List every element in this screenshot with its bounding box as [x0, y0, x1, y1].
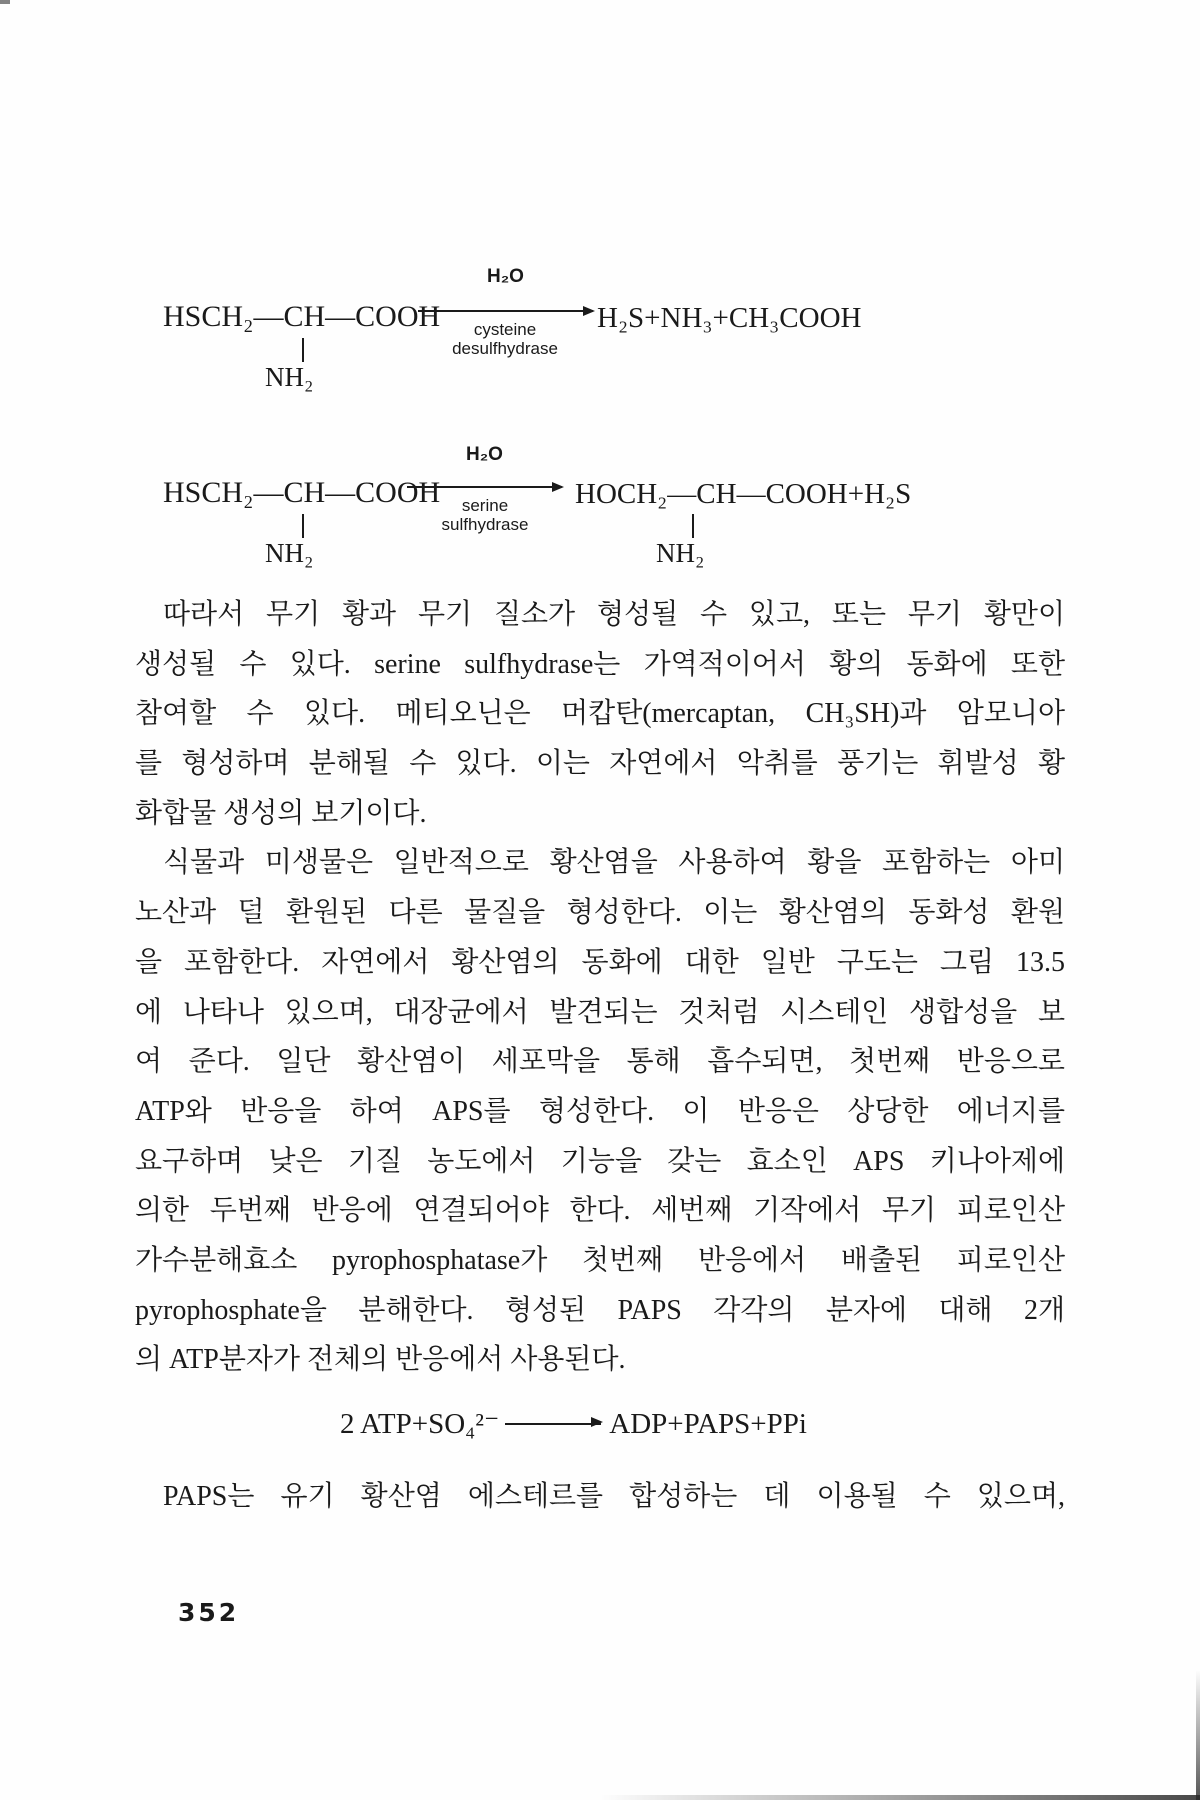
enzyme-name-line2: sulfhydrase [441, 515, 529, 534]
equation-rhs: ADP+PAPS+PPi [609, 1408, 807, 1440]
body-text-column [135, 590, 1065, 1385]
water-label: H₂O [487, 266, 524, 287]
scan-artifact-corner [0, 0, 10, 4]
scan-artifact-right-edge [1196, 1670, 1200, 1800]
reactant-formula: HSCH₂—CH—COOH [163, 476, 441, 509]
text-line: 생성될 수 있다. serine sulfhydrase는 가역적이어서 황의 동화에 또한 [135, 648, 1065, 680]
text-line: 노산과 덜 환원된 다른 물질을 형성한다. 이는 황산염의 동화성 환원 [135, 897, 1065, 929]
equation-lhs: 2 ATP+SO₄²⁻ [340, 1408, 500, 1440]
text-line: 을 포함한다. 자연에서 황산염의 동화에 대한 일반 구도는 그림 13.5 [135, 946, 1065, 978]
text-line: pyrophosphate을 분해한다. 형성된 PAPS 각각의 분자에 대해 2개 [135, 1294, 1065, 1326]
paragraph-2 [135, 838, 1065, 1385]
enzyme-label [405, 320, 605, 358]
products-formula: H₂S+NH₃+CH₃COOH [597, 302, 862, 334]
enzyme-name-line1: cysteine [473, 320, 537, 339]
text-line: 여 준다. 일단 황산염이 세포막을 통해 흡수되면, 첫번째 반응으로 [135, 1046, 1065, 1078]
scan-artifact-bottom-edge [600, 1795, 1200, 1800]
reactant-formula: HSCH₂—CH—COOH [163, 300, 441, 333]
text-line: 따라서 무기 황과 무기 질소가 형성될 수 있고, 또는 무기 황만이 [163, 599, 1065, 630]
text-line: 를 형성하며 분해될 수 있다. 이는 자연에서 악취를 풍기는 휘발성 황 [135, 748, 1065, 780]
reaction-scheme-cysteine [135, 260, 965, 405]
enzyme-label [385, 496, 585, 534]
text-line: 참여할 수 있다. 메티오닌은 머캅탄(mercaptan, CH₃SH)과 암모니아 [135, 698, 1065, 730]
reaction-scheme-serine [135, 440, 975, 585]
paragraph-1 [135, 590, 1065, 838]
amine-group: NH₂ [265, 538, 314, 568]
reaction-arrow-icon [418, 310, 593, 312]
text-line: 의 ATP분자가 전체의 반응에서 사용된다. [135, 1344, 626, 1376]
products-formula: HOCH₂—CH—COOH+H₂S [575, 478, 912, 510]
water-label: H₂O [466, 444, 503, 465]
bond-line [302, 514, 304, 538]
text-line: 에 나타나 있으며, 대장균에서 발견되는 것처럼 시스테인 생합성을 보 [135, 996, 1065, 1028]
text-line: 가수분해효소 pyrophosphatase가 첫번째 반응에서 배출된 피로인산 [135, 1244, 1065, 1276]
text-line: ATP와 반응을 하여 APS를 형성한다. 이 반응은 상당한 에너지를 [135, 1095, 1065, 1127]
enzyme-name-line2: desulfhydrase [452, 339, 558, 358]
enzyme-name-line1: serine [461, 496, 509, 515]
bond-line [302, 338, 304, 362]
amine-group: NH₂ [265, 362, 314, 392]
page-number: 352 [178, 1598, 240, 1627]
text-line: 요구하며 낮은 기질 농도에서 기능을 갖는 효소인 APS 키나아제에 [135, 1145, 1065, 1177]
amine-group: NH₂ [656, 538, 705, 568]
long-right-arrow-icon [505, 1423, 601, 1425]
text-line: PAPS는 유기 황산염 에스테르를 합성하는 데 이용될 수 있으며, [163, 1481, 1065, 1512]
text-line: 식물과 미생물은 일반적으로 황산염을 사용하여 황을 포함하는 아미 [163, 847, 1065, 879]
bond-line [692, 514, 694, 538]
paragraph-3 [135, 1472, 1065, 1522]
reaction-arrow-icon [407, 486, 562, 488]
sulfate-activation-equation [340, 1406, 807, 1442]
text-line: 의한 두번째 반응에 연결되어야 한다. 세번째 기작에서 무기 피로인산 [135, 1195, 1065, 1227]
text-line: 화합물 생성의 보기이다. [135, 797, 427, 829]
